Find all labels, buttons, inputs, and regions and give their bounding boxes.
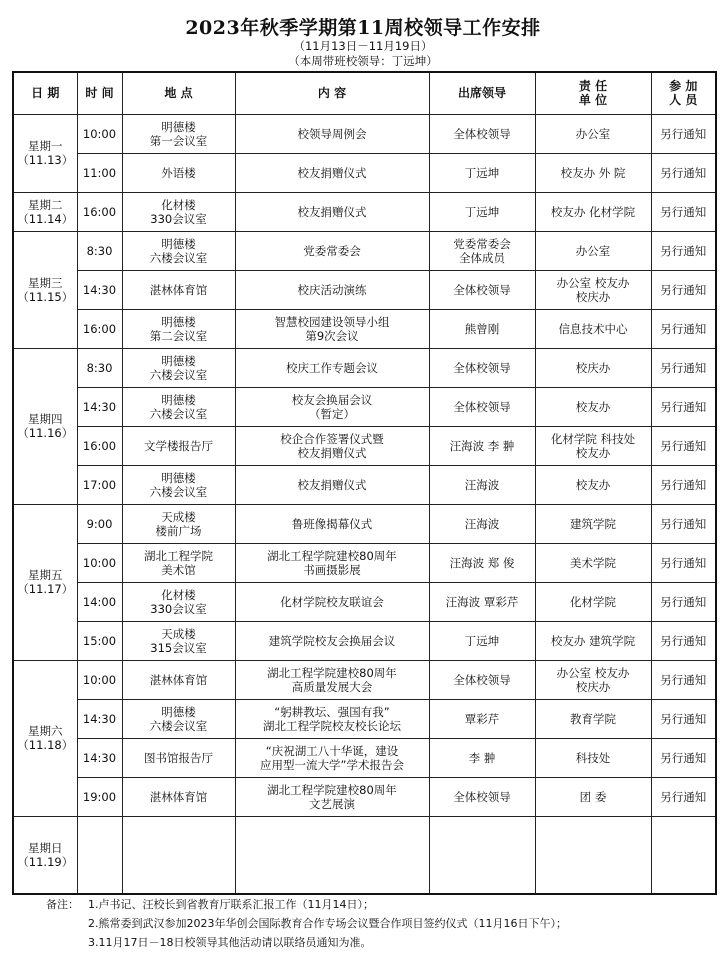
day-cell: 星期三 （11.15） <box>13 231 77 348</box>
unit-cell: 信息技术中心 <box>535 309 651 348</box>
table-row <box>13 309 716 348</box>
content-cell: “躬耕教坛、强国有我” 湖北工程学院校友校长论坛 <box>235 699 429 738</box>
unit-cell: 办公室 <box>535 231 651 270</box>
content-cell: 湖北工程学院建校80周年 文艺展演 <box>235 777 429 816</box>
place-cell: 化材楼 330会议室 <box>122 582 235 621</box>
content-cell: 湖北工程学院建校80周年 书画摄影展 <box>235 543 429 582</box>
attendees-cell: 另行通知 <box>651 153 716 192</box>
place-cell <box>122 816 235 894</box>
leaders-cell: 全体校领导 <box>429 270 535 309</box>
day-cell: 星期六 （11.18） <box>13 660 77 816</box>
content-cell <box>235 816 429 894</box>
table-row <box>13 738 716 777</box>
time-cell: 16:00 <box>77 426 122 465</box>
content-cell: 校领导周例会 <box>235 114 429 153</box>
col-header-unit: 责 任 单 位 <box>535 72 651 114</box>
place-cell: 明德楼 第一会议室 <box>122 114 235 153</box>
schedule-table <box>12 71 717 895</box>
leaders-cell: 全体校领导 <box>429 114 535 153</box>
unit-cell: 化材学院 <box>535 582 651 621</box>
attendees-cell: 另行通知 <box>651 426 716 465</box>
content-cell: 校庆工作专题会议 <box>235 348 429 387</box>
table-row <box>13 192 716 231</box>
notes-label: 备注： <box>46 898 79 911</box>
place-cell: 文学楼报告厅 <box>122 426 235 465</box>
col-header-place: 地 点 <box>122 72 235 114</box>
content-cell: 党委常委会 <box>235 231 429 270</box>
time-cell: 17:00 <box>77 465 122 504</box>
attendees-cell: 另行通知 <box>651 192 716 231</box>
day-cell: 星期一 （11.13） <box>13 114 77 192</box>
content-cell: 鲁班像揭幕仪式 <box>235 504 429 543</box>
date-range: （11月13日－11月19日） <box>293 39 433 53</box>
content-cell: 校友捐赠仪式 <box>235 153 429 192</box>
note-item: 3.11月17日－18日校领导其他活动请以联络员通知为准。 <box>88 936 372 949</box>
place-cell: 明德楼 六楼会议室 <box>122 348 235 387</box>
leaders-cell: 全体校领导 <box>429 777 535 816</box>
unit-cell: 校友办 化材学院 <box>535 192 651 231</box>
place-cell: 湛林体育馆 <box>122 270 235 309</box>
notes-list <box>88 895 718 952</box>
time-cell: 16:00 <box>77 309 122 348</box>
time-cell: 10:00 <box>77 114 122 153</box>
table-row <box>13 660 716 699</box>
time-cell: 15:00 <box>77 621 122 660</box>
time-cell: 14:30 <box>77 699 122 738</box>
place-cell: 明德楼 六楼会议室 <box>122 231 235 270</box>
unit-cell: 校友办 外 院 <box>535 153 651 192</box>
attendees-cell: 另行通知 <box>651 465 716 504</box>
leaders-cell: 全体校领导 <box>429 387 535 426</box>
place-cell: 湛林体育馆 <box>122 777 235 816</box>
time-cell: 19:00 <box>77 777 122 816</box>
schedule-body <box>13 114 716 894</box>
attendees-cell: 另行通知 <box>651 309 716 348</box>
attendees-cell: 另行通知 <box>651 231 716 270</box>
content-cell: 校友捐赠仪式 <box>235 192 429 231</box>
table-row <box>13 270 716 309</box>
duty-leader: （本周带班校领导：丁远坤） <box>288 54 438 68</box>
time-cell: 8:30 <box>77 348 122 387</box>
leaders-cell: 丁远坤 <box>429 621 535 660</box>
attendees-cell: 另行通知 <box>651 114 716 153</box>
content-cell: 校庆活动演练 <box>235 270 429 309</box>
attendees-cell: 另行通知 <box>651 270 716 309</box>
leaders-cell: 丁远坤 <box>429 153 535 192</box>
time-cell: 11:00 <box>77 153 122 192</box>
table-row <box>13 816 716 894</box>
col-header-time: 时 间 <box>77 72 122 114</box>
table-row <box>13 426 716 465</box>
page-title: 2023年秋季学期第11周校领导工作安排 <box>185 17 541 39</box>
leaders-cell: 汪海波 <box>429 504 535 543</box>
place-cell: 天成楼 楼前广场 <box>122 504 235 543</box>
table-row <box>13 114 716 153</box>
table-row <box>13 153 716 192</box>
place-cell: 明德楼 第二会议室 <box>122 309 235 348</box>
table-row <box>13 465 716 504</box>
table-row <box>13 582 716 621</box>
unit-cell: 教育学院 <box>535 699 651 738</box>
unit-cell: 办公室 <box>535 114 651 153</box>
unit-cell: 校庆办 <box>535 348 651 387</box>
unit-cell: 校友办 <box>535 465 651 504</box>
day-cell: 星期五 （11.17） <box>13 504 77 660</box>
header-row <box>13 72 716 114</box>
table-row <box>13 777 716 816</box>
unit-cell <box>535 816 651 894</box>
place-cell: 天成楼 315会议室 <box>122 621 235 660</box>
place-cell: 湖北工程学院 美术馆 <box>122 543 235 582</box>
leaders-cell <box>429 816 535 894</box>
leaders-cell: 汪海波 覃彩芹 <box>429 582 535 621</box>
table-row <box>13 231 716 270</box>
unit-cell: 办公室 校友办 校庆办 <box>535 660 651 699</box>
note-item: 1.卢书记、汪校长到省教育厅联系汇报工作（11月14日）； <box>88 898 374 911</box>
note-item: 2.熊常委到武汉参加2023年华创会国际教育合作专场会议暨合作项目签约仪式（11月16日下午）； <box>88 917 567 930</box>
unit-cell: 办公室 校友办 校庆办 <box>535 270 651 309</box>
table-row <box>13 621 716 660</box>
col-header-day: 日 期 <box>13 72 77 114</box>
content-cell: 建筑学院校友会换届会议 <box>235 621 429 660</box>
col-header-attendees: 参 加 人 员 <box>651 72 716 114</box>
unit-cell: 建筑学院 <box>535 504 651 543</box>
time-cell: 10:00 <box>77 543 122 582</box>
attendees-cell: 另行通知 <box>651 348 716 387</box>
attendees-cell: 另行通知 <box>651 582 716 621</box>
leaders-cell: 汪海波 <box>429 465 535 504</box>
attendees-cell: 另行通知 <box>651 699 716 738</box>
time-cell: 14:30 <box>77 270 122 309</box>
place-cell: 湛林体育馆 <box>122 660 235 699</box>
time-cell: 10:00 <box>77 660 122 699</box>
place-cell: 明德楼 六楼会议室 <box>122 387 235 426</box>
attendees-cell: 另行通知 <box>651 504 716 543</box>
leaders-cell: 汪海波 郑 俊 <box>429 543 535 582</box>
content-cell: 校友会换届会议 （暂定） <box>235 387 429 426</box>
attendees-cell: 另行通知 <box>651 543 716 582</box>
content-cell: “庆祝湖工八十华诞，建设 应用型一流大学”学术报告会 <box>235 738 429 777</box>
attendees-cell <box>651 816 716 894</box>
leaders-cell: 全体校领导 <box>429 348 535 387</box>
table-row <box>13 504 716 543</box>
leaders-cell: 李 翀 <box>429 738 535 777</box>
leaders-cell: 党委常委会 全体成员 <box>429 231 535 270</box>
time-cell: 14:30 <box>77 387 122 426</box>
table-row <box>13 348 716 387</box>
content-cell: 校企合作签署仪式暨 校友捐赠仪式 <box>235 426 429 465</box>
time-cell: 16:00 <box>77 192 122 231</box>
leaders-cell: 覃彩芹 <box>429 699 535 738</box>
time-cell: 14:30 <box>77 738 122 777</box>
time-cell: 8:30 <box>77 231 122 270</box>
place-cell: 化材楼 330会议室 <box>122 192 235 231</box>
attendees-cell: 另行通知 <box>651 660 716 699</box>
place-cell: 明德楼 六楼会议室 <box>122 465 235 504</box>
unit-cell: 团 委 <box>535 777 651 816</box>
place-cell: 图书馆报告厅 <box>122 738 235 777</box>
col-header-leaders: 出席领导 <box>429 72 535 114</box>
attendees-cell: 另行通知 <box>651 777 716 816</box>
attendees-cell: 另行通知 <box>651 387 716 426</box>
time-cell: 9:00 <box>77 504 122 543</box>
place-cell: 明德楼 六楼会议室 <box>122 699 235 738</box>
content-cell: 化材学院校友联谊会 <box>235 582 429 621</box>
time-cell: 14:00 <box>77 582 122 621</box>
leaders-cell: 汪海波 李 翀 <box>429 426 535 465</box>
col-header-content: 内 容 <box>235 72 429 114</box>
unit-cell: 化材学院 科技处 校友办 <box>535 426 651 465</box>
day-cell: 星期日 （11.19） <box>13 816 77 894</box>
leaders-cell: 全体校领导 <box>429 660 535 699</box>
attendees-cell: 另行通知 <box>651 621 716 660</box>
leaders-cell: 丁远坤 <box>429 192 535 231</box>
day-cell: 星期四 （11.16） <box>13 348 77 504</box>
content-cell: 智慧校园建设领导小组 第9次会议 <box>235 309 429 348</box>
attendees-cell: 另行通知 <box>651 738 716 777</box>
unit-cell: 校友办 建筑学院 <box>535 621 651 660</box>
unit-cell: 美术学院 <box>535 543 651 582</box>
day-cell: 星期二 （11.14） <box>13 192 77 231</box>
time-cell <box>77 816 122 894</box>
content-cell: 校友捐赠仪式 <box>235 465 429 504</box>
table-row <box>13 387 716 426</box>
unit-cell: 科技处 <box>535 738 651 777</box>
place-cell: 外语楼 <box>122 153 235 192</box>
table-row <box>13 543 716 582</box>
table-row <box>13 699 716 738</box>
unit-cell: 校友办 <box>535 387 651 426</box>
leaders-cell: 熊曾刚 <box>429 309 535 348</box>
content-cell: 湖北工程学院建校80周年 高质量发展大会 <box>235 660 429 699</box>
